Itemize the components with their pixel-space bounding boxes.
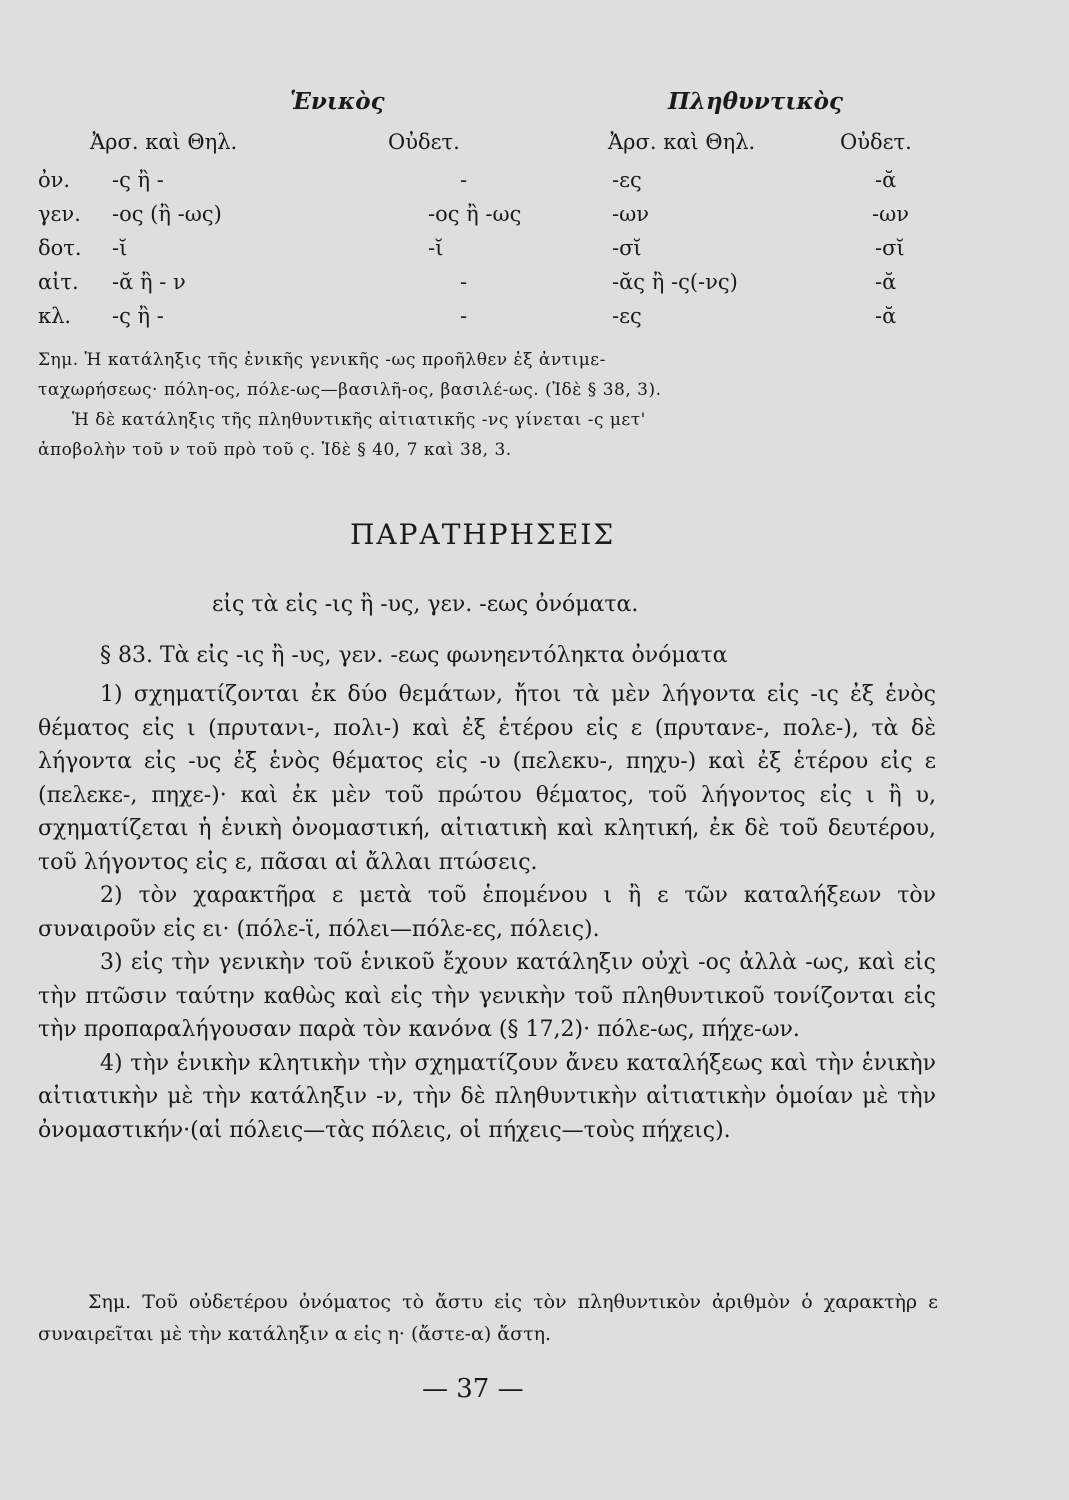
- sg-n-ending: -ος ἢ -ως: [428, 202, 522, 226]
- sg-mf-ending: -ᾰ ἢ - ν: [112, 270, 186, 294]
- col-neut-sg: Οὐδετ.: [388, 130, 460, 154]
- paragraphs: [38, 678, 936, 1147]
- col-masc-fem-pl: Ἀρσ. καὶ Θηλ.: [608, 130, 756, 154]
- sg-mf-ending: -ς ἢ -: [112, 304, 164, 328]
- note-line: ταχωρήσεως· πόλη-ος, πόλε-ως—βασιλῆ-ος, βασιλέ-ως. (Ἰδὲ § 38, 3).: [38, 380, 662, 400]
- paragraph-83-lead: § 83. Τὰ εἰς -ις ἢ -υς, γεν. -εως φωνηεντόληκτα ὀνόματα: [100, 643, 728, 668]
- pl-n-ending: -σῐ: [875, 236, 905, 260]
- pl-mf-ending: -ες: [612, 304, 642, 328]
- pl-mf-ending: -σῐ: [612, 236, 642, 260]
- note-line: Σημ. Ἡ κατάληξις τῆς ἑνικῆς γενικῆς -ως προῆλθεν ἐξ ἀντιμε-: [38, 350, 606, 370]
- sg-mf-ending: -ῐ: [112, 236, 128, 260]
- pl-n-ending: -ᾰ: [875, 270, 897, 294]
- singular-header: Ἑνικὸς: [290, 88, 385, 115]
- paragraph: 1) σχηματίζονται ἐκ δύο θεμάτων, ἤτοι τὰ μὲν λήγοντα εἰς -ις ἐξ ἑνὸς θέματος εἰς ι (πρυτανι-, πολι-) καὶ ἐξ ἑτέρου εἰς ε (πρυτανε-, πολε-), τὰ δὲ λήγοντα εἰς -υς ἐξ ἑνὸς θέματος εἰς -υ (πελεκυ-, πηχυ-) καὶ ἐξ ἑτέρου εἰς ε (πελεκε-, πηχε-)· καὶ ἐκ μὲν τοῦ πρώτου θέματος, τοῦ λήγοντος εἰς ι ἢ υ, σχηματίζεται ἡ ἑνικὴ ὀνομαστική, αἰτιατικὴ καὶ κλητική, ἐκ δὲ τοῦ δευτέρου, τοῦ λήγοντος εἰς ε, πᾶσαι αἱ ἄλλαι πτώσεις.: [38, 682, 936, 875]
- pl-mf-ending: -ων: [612, 202, 649, 226]
- plural-header: Πληθυντικὸς: [668, 88, 844, 115]
- case-label: ὀν.: [38, 168, 71, 192]
- pl-n-ending: -ων: [872, 202, 909, 226]
- case-label: γεν.: [38, 202, 81, 226]
- sg-n-ending: -: [460, 304, 468, 328]
- col-neut-pl: Οὐδετ.: [840, 130, 912, 154]
- pl-mf-ending: -ᾰς ἢ -ς(-νς): [612, 270, 738, 294]
- note-line: Ἡ δὲ κατάληξις τῆς πληθυντικῆς αἰτιατικῆς -νς γίνεται -ς μετ': [72, 410, 646, 430]
- case-label: αἰτ.: [38, 270, 79, 294]
- sg-mf-ending: -ς ἢ -: [112, 168, 164, 192]
- case-label: δοτ.: [38, 236, 82, 260]
- col-masc-fem-sg: Ἀρσ. καὶ Θηλ.: [90, 130, 238, 154]
- pl-mf-ending: -ες: [612, 168, 642, 192]
- pl-n-ending: -ᾰ: [875, 168, 897, 192]
- note-2: Σημ. Τοῦ οὐδετέρου ὀνόματος τὸ ἄστυ εἰς τὸν πληθυντικὸν ἀριθμὸν ὁ χαρακτὴρ ε συναιρεῖται μὲ τὴν κατάληξιν α εἰς η· (ἄστε-α) ἄστη.: [38, 1291, 938, 1345]
- paragraph: 3) εἰς τὴν γενικὴν τοῦ ἑνικοῦ ἔχουν κατάληξιν οὐχὶ -ος ἀλλὰ -ως, καὶ εἰς τὴν πτῶσιν ταύτην καθὼς καὶ εἰς τὴν γενικὴν τοῦ πληθυντικοῦ τονίζονται εἰς τὴν προπαραλήγουσαν παρὰ τὸν κανόνα (§ 17,2)· πόλε-ως, πήχε-ων.: [38, 950, 936, 1042]
- section-title: ΠΑΡΑΤΗΡΗΣΕΙΣ: [350, 518, 616, 551]
- sg-n-ending: -ῐ: [428, 236, 444, 260]
- case-label: κλ.: [38, 304, 72, 328]
- sg-n-ending: -: [460, 270, 468, 294]
- paragraph: 4) τὴν ἑνικὴν κλητικὴν τὴν σχηματίζουν ἄνευ καταλήξεως καὶ τὴν ἑνικὴν αἰτιατικὴν μὲ τὴν κατάληξιν -ν, τὴν δὲ πληθυντικὴν αἰτιατικὴν ὁμοίαν μὲ τὴν ὀνομαστικήν·(αἱ πόλεις—τὰς πόλεις, οἱ πήχεις—τοὺς πήχεις).: [38, 1050, 936, 1143]
- sg-mf-ending: -ος (ἢ -ως): [112, 202, 222, 226]
- note-line: ἀποβολὴν τοῦ ν τοῦ πρὸ τοῦ ς. Ἰδὲ § 40, 7 καὶ 38, 3.: [38, 440, 512, 460]
- sg-n-ending: -: [460, 168, 468, 192]
- section-subtitle: εἰς τὰ εἰς -ις ἢ -υς, γεν. -εως ὀνόματα.: [212, 592, 639, 617]
- page-number: — 37 —: [422, 1374, 524, 1404]
- pl-n-ending: -ᾰ: [875, 304, 897, 328]
- paragraph: 2) τὸν χαρακτῆρα ε μετὰ τοῦ ἑπομένου ι ἢ ε τῶν καταλήξεων τὸν συναιροῦν εἰς ει· (πόλε-ϊ, πόλει—πόλε-ες, πόλεις).: [38, 883, 936, 942]
